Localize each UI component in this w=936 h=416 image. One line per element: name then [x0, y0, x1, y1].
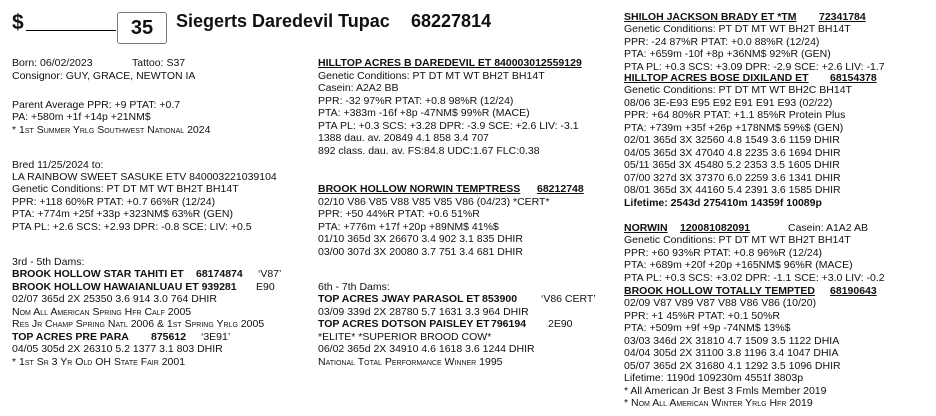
dam6-record: 03/09 339d 2X 28780 5.7 1631 3.3 964 DHIR — [318, 306, 529, 318]
sires-dam-reg: 68154378 — [830, 72, 877, 84]
dam7-record: 06/02 365d 2X 34910 4.6 1618 3.6 1244 DHIR — [318, 343, 535, 355]
dam-pta: PTA: +776m +17f +20p +89NM$ 41%$ — [318, 221, 499, 233]
dam-classification: 02/10 V86 V85 V88 V85 V85 V86 (04/23) *CERT* — [318, 196, 550, 208]
sires-dam-record-1: 02/01 365d 3X 32560 4.8 1549 3.6 1159 DHIR — [624, 134, 840, 146]
sires-dam-pta: PTA: +739m +35f +26p +178NM$ 59%$ (GEN) — [624, 122, 844, 134]
animal-name: Siegerts Daredevil Tupac — [176, 11, 390, 31]
lot-number: 35 — [130, 17, 154, 39]
dam5-reg: 875612 — [151, 331, 187, 343]
dam5-score: ‘3E91’ — [201, 331, 231, 343]
sires-dam-record-2: 04/05 365d 3X 47040 4.8 2235 3.6 1694 DHIR — [624, 147, 841, 159]
dam5-record: 04/05 305d 2X 26310 5.2 1377 3.1 803 DHIR — [12, 343, 223, 355]
mgs-casein: Casein: A1A2 AB — [788, 222, 868, 234]
dam7-score: 2E90 — [548, 318, 573, 330]
mgd-ppr: PPR: +1 45%R PTAT: +0.1 50%R — [624, 310, 781, 322]
bred-date: Bred 11/25/2024 to: — [12, 159, 104, 171]
mgd-classification: 02/09 V87 V89 V87 V88 V86 V86 (10/20) — [624, 297, 817, 309]
mgs-pta: PTA: +689m +20f +20p +165NM$ 96%R (MACE) — [624, 259, 853, 271]
sires-sire-ppr: PPR: -24 87%R PTAT: +0.0 88%R (12/24) — [624, 36, 820, 48]
dam4-award-2: Res Jr Champ Spring Natl 2006 & 1st Spring Yrlg 2005 — [12, 318, 265, 330]
mgs-pta-pl: PTA PL: +0.3 SCS: +3.02 DPR: -1.1 SCE: +3.0 LIV: -0.2 — [624, 272, 885, 284]
sire-casein: Casein: A2A2 BB — [318, 82, 399, 94]
sires-sire-pta-pl: PTA PL: +0.3 SCS: +3.09 DPR: -2.9 SCE: +2.6 LIV: -1.7 — [624, 61, 885, 73]
dam6-reg: 853900 — [482, 293, 518, 305]
sire-name: HILLTOP ACRES B DAREDEVIL ET 840003012559129 — [318, 57, 582, 69]
dam4-score: E90 — [256, 281, 275, 293]
sires-dam-record-4: 07/00 327d 3X 37370 6.0 2259 3.6 1341 DHIR — [624, 172, 841, 184]
dams-3-5-label: 3rd - 5th Dams: — [12, 256, 85, 268]
sires-dam-name: HILLTOP ACRES BOSE DIXILAND ET — [624, 72, 809, 84]
born-date: Born: 06/02/2023 — [12, 57, 93, 69]
mgs-name: NORWIN — [624, 222, 668, 234]
mgd-award-2: * Nom All American Winter Yrlg Hfr 2019 — [624, 397, 813, 409]
sire-daughters-production: 1388 dau. av. 20849 4.1 858 3.4 707 — [318, 132, 489, 144]
sires-sire-name: SHILOH JACKSON BRADY ET *TM — [624, 11, 797, 23]
consignor: Consignor: GUY, GRACE, NEWTON IA — [12, 70, 196, 82]
sires-dam-record-3: 05/11 365d 3X 45480 5.2 2353 3.5 1605 DHIR — [624, 159, 840, 171]
dam4-name: BROOK HOLLOW HAWAIANLUAU ET 939281 — [12, 281, 237, 293]
mgs-genetic: Genetic Conditions: PT DT MT WT BH2T BH14T — [624, 234, 851, 246]
mgd-lifetime: Lifetime: 1190d 109230m 4551f 3803p — [624, 372, 804, 384]
dam-name: BROOK HOLLOW NORWIN TEMPTRESS — [318, 183, 521, 195]
dam7-reg: 796194 — [491, 318, 527, 330]
sires-dam-genetic: Genetic Conditions: PT DT MT WT BH2C BH14T — [624, 84, 852, 96]
sires-dam-lifetime: Lifetime: 2543d 275410m 14359f 10089p — [624, 197, 822, 209]
parent-average: Parent Average PPR: +9 PTAT: +0.7 — [12, 99, 181, 111]
show-award: * 1st Summer Yrlg Southwest National 2024 — [12, 124, 211, 136]
service-sire: LA RAINBOW SWEET SASUKE ETV 840003221039104 — [12, 171, 277, 183]
sire-pta: PTA: +383m -16f +8p -47NM$ 99%R (MACE) — [318, 107, 530, 119]
sire-pta-pl: PTA PL: +0.3 SCS: +3.28 DPR: -3.9 SCE: +2.6 LIV: -3.1 — [318, 120, 579, 132]
dam7-name: TOP ACRES DOTSON PAISLEY ET — [318, 318, 490, 330]
dam-record-1: 01/10 365d 3X 26670 3.4 902 3.1 835 DHIR — [318, 233, 523, 245]
dam4-award-1: Nom All American Spring Hfr Calf 2005 — [12, 306, 192, 318]
dam5-name: TOP ACRES PRE PARA — [12, 331, 129, 343]
sires-sire-genetic: Genetic Conditions: PT DT MT WT BH2T BH14T — [624, 23, 851, 35]
parent-average-pa: PA: +580m +1f +14p +21NM$ — [12, 111, 151, 123]
dollar-sign: $ — [12, 11, 24, 34]
mgd-record-3: 05/07 365d 2X 31680 4.1 1292 3.5 1096 DHIR — [624, 360, 841, 372]
mgs-ppr: PPR: +60 93%R PTAT: +0.8 96%R (12/24) — [624, 247, 823, 259]
mgd-name: BROOK HOLLOW TOTALLY TEMPTED — [624, 285, 815, 297]
mgs-reg: 120081082091 — [680, 222, 751, 234]
mgd-record-1: 03/03 346d 2X 31810 4.7 1509 3.5 1122 DHIA — [624, 335, 840, 347]
dam-ppr: PPR: +50 44%R PTAT: +0.6 51%R — [318, 208, 480, 220]
mgd-pta: PTA: +509m +9f +9p -74NM$ 13%$ — [624, 322, 791, 334]
pta-line: PTA: +774m +25f +33p +323NM$ 63%R (GEN) — [12, 208, 234, 220]
pta-pl-line: PTA PL: +2.6 SCS: +2.93 DPR: -0.8 SCE: LIV: +0.5 — [12, 221, 252, 233]
sires-dam-record-5: 08/01 365d 3X 44160 5.4 2391 3.6 1585 DHIR — [624, 184, 841, 196]
sires-sire-reg: 72341784 — [819, 11, 866, 23]
sires-dam-classification: 08/06 3E-E93 E95 E92 E91 E91 E93 (02/22) — [624, 97, 833, 109]
dam3-reg: 68174874 — [196, 268, 243, 280]
mgd-award-1: * All American Jr Best 3 Fmls Member 2019 — [624, 385, 827, 397]
dam6-score: ‘V86 CERT’ — [541, 293, 596, 305]
animal-reg-number: 68227814 — [411, 11, 492, 31]
price-line — [26, 30, 116, 31]
ppr-line: PPR: +118 60%R PTAT: +0.7 66%R (12/24) — [12, 196, 216, 208]
dam3-score: ‘V87’ — [258, 268, 282, 280]
dam4-record: 02/07 365d 2X 25350 3.6 914 3.0 764 DHIR — [12, 293, 217, 305]
mgd-record-2: 04/04 305d 2X 31100 3.8 1196 3.4 1047 DHIA — [624, 347, 839, 359]
dam3-name: BROOK HOLLOW STAR TAHITI ET — [12, 268, 184, 280]
dam7-note: *ELITE* *SUPERIOR BROOD COW* — [318, 331, 492, 343]
dam-reg: 68212748 — [537, 183, 584, 195]
sires-dam-ppr: PPR: +64 80%R PTAT: +1.1 85%R Protein Plus — [624, 109, 846, 121]
dam6-name: TOP ACRES JWAY PARASOL ET — [318, 293, 480, 305]
dam7-award: National Total Performance Winner 1995 — [318, 356, 503, 368]
dams-6-7-label: 6th - 7th Dams: — [318, 281, 390, 293]
lot-number-box — [117, 12, 167, 44]
dam5-award: * 1st Sr 3 Yr Old OH State Fair 2001 — [12, 356, 186, 368]
genetic-conditions: Genetic Conditions: PT DT MT WT BH2T BH14T — [12, 183, 239, 195]
sires-sire-pta: PTA: +659m -10f +8p +36NM$ 92%R (GEN) — [624, 48, 831, 60]
sire-genetic-conditions: Genetic Conditions: PT DT MT WT BH2T BH14T — [318, 70, 545, 82]
dam-record-2: 03/00 307d 3X 20080 3.7 751 3.4 681 DHIR — [318, 246, 523, 258]
sire-daughters-classification: 892 class. dau. av. FS:84.8 UDC:1.67 FLC:0.38 — [318, 145, 540, 157]
sire-ppr: PPR: -32 97%R PTAT: +0.8 98%R (12/24) — [318, 95, 514, 107]
tattoo: Tattoo: S37 — [132, 57, 186, 69]
mgd-reg: 68190643 — [830, 285, 877, 297]
